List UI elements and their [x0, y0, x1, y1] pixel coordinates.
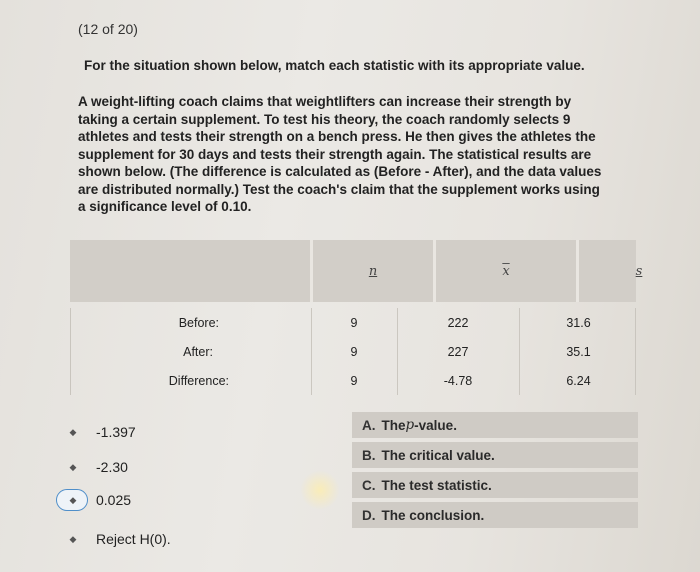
header-s: s — [635, 263, 643, 279]
match-dropdown[interactable] — [56, 421, 88, 443]
header-blank — [70, 240, 310, 302]
table-row — [71, 337, 635, 366]
match-item — [56, 528, 171, 550]
match-dropdown[interactable] — [56, 456, 88, 478]
cell-xbar: 227 — [447, 344, 469, 359]
statistics-table — [70, 240, 643, 395]
header-xbar: $\overline{x}$ — [502, 263, 510, 279]
match-value: -1.397 — [96, 424, 136, 440]
match-item — [56, 421, 136, 443]
cell-xbar: 222 — [447, 315, 469, 330]
chevron-updown-icon: ◆ — [69, 533, 77, 544]
cell-xbar: -4.78 — [443, 373, 473, 388]
screen-glare — [300, 470, 340, 510]
problem-statement: A weight-lifting coach claims that weightlifters can increase their strength by taking a certain supplement. To test his theory, the coach randomly selects 9 athletes and tests their strength on a bench press. He then gives the athletes the supplement for 30 days and tests their strength again. The statistical results are shown below. (The difference is calculated as (Before - After), and the data values are distributed normally.) Test the coach's claim that the supplement works using a significance level of 0.10. — [78, 94, 602, 214]
chevron-updown-icon: ◆ — [69, 461, 77, 472]
header-n: n — [368, 263, 378, 279]
option-d: D. The conclusion. — [352, 502, 638, 528]
answer-options — [352, 412, 638, 532]
row-label: Before: — [178, 315, 219, 330]
option-c: C. The test statistic. — [352, 472, 638, 498]
option-a: A. The p -value. — [352, 412, 638, 438]
cell-n: 9 — [350, 315, 358, 330]
table-row — [71, 308, 635, 337]
cell-s: 35.1 — [566, 344, 591, 359]
match-item — [56, 489, 131, 511]
match-value: Reject H(0). — [96, 531, 171, 547]
match-value: -2.30 — [96, 459, 128, 475]
row-label: Difference: — [168, 373, 229, 388]
table-row — [71, 366, 635, 395]
instructions: For the situation shown below, match each statistic with its appropriate value. — [84, 58, 585, 73]
match-value: 0.025 — [96, 492, 132, 508]
chevron-updown-icon: ◆ — [69, 426, 77, 437]
cell-n: 9 — [350, 373, 358, 388]
option-b: B. The critical value. — [352, 442, 638, 468]
cell-n: 9 — [350, 344, 358, 359]
row-label: After: — [183, 344, 213, 359]
cell-s: 31.6 — [566, 315, 591, 330]
match-dropdown[interactable] — [56, 489, 88, 511]
match-item — [56, 456, 128, 478]
table-body — [70, 308, 636, 395]
match-dropdown[interactable] — [56, 528, 88, 550]
chevron-updown-icon: ◆ — [69, 494, 77, 505]
cell-s: 6.24 — [566, 373, 591, 388]
table-header — [70, 240, 643, 302]
question-counter: (12 of 20) — [78, 21, 138, 37]
